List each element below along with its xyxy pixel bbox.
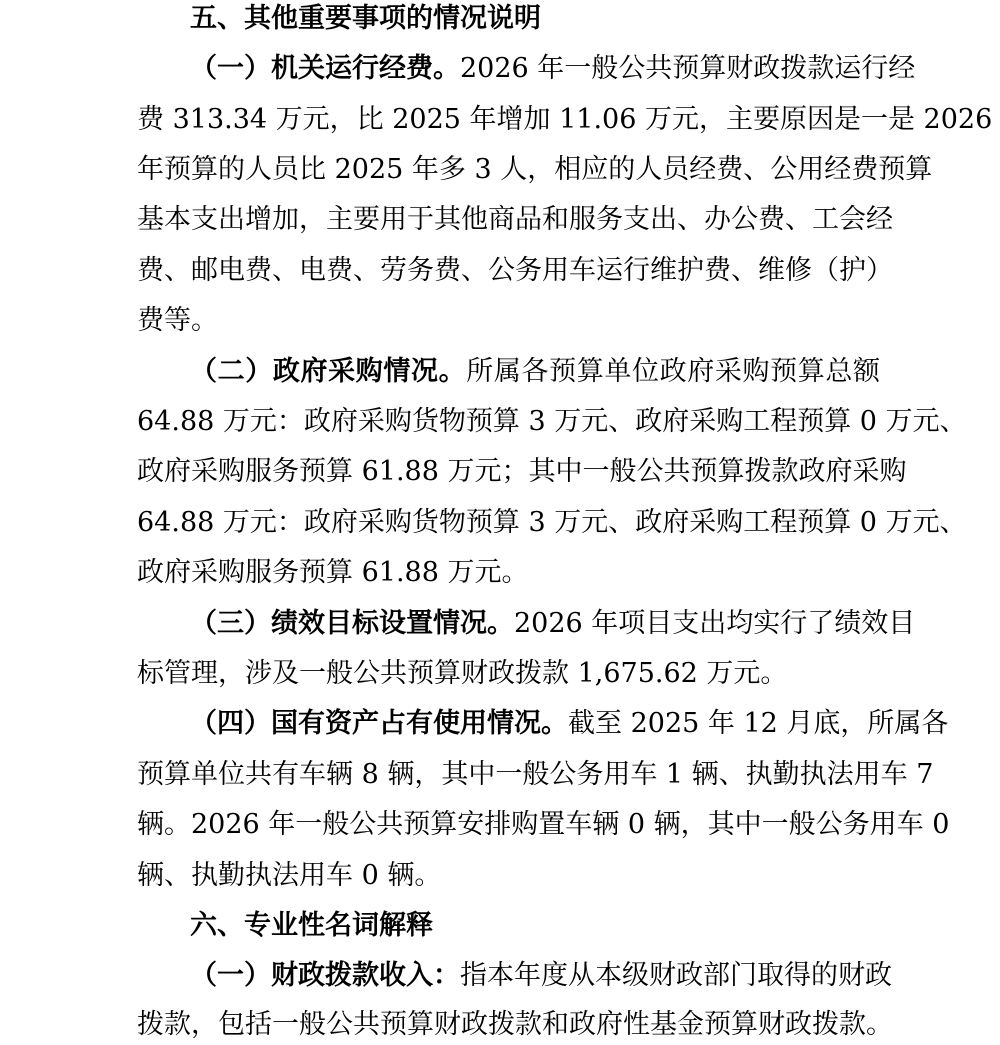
paragraph-line: 拨款，包括一般公共预算财政拨款和政府性基金预算财政拨款。 [137, 1009, 893, 1040]
subsection-label: （一）财政拨款收入： [190, 960, 460, 991]
paragraph-line: 费等。 [137, 305, 218, 336]
paragraph-line: 费、邮电费、电费、劳务费、公务用车运行维护费、维修（护） [137, 255, 893, 286]
section-heading-6: 六、专业性名词解释 [190, 910, 433, 941]
paragraph-line: 64.88 万元：政府采购货物预算 3 万元、政府采购工程预算 0 万元、 [137, 406, 967, 437]
paragraph-line: 标管理，涉及一般公共预算财政拨款 1,675.62 万元。 [137, 658, 788, 689]
paragraph-line: 辆、执勤执法用车 0 辆。 [137, 860, 442, 891]
subsection-label: （四）国有资产占有使用情况。 [190, 708, 568, 739]
paragraph-line: 基本支出增加，主要用于其他商品和服务支出、办公费、工会经 [137, 204, 893, 235]
paragraph-line: 64.88 万元：政府采购货物预算 3 万元、政府采购工程预算 0 万元、 [137, 507, 967, 538]
paragraph-line: 预算单位共有车辆 8 辆，其中一般公务用车 1 辆、执勤执法用车 7 [137, 759, 934, 790]
paragraph-line: 政府采购服务预算 61.88 万元。 [137, 557, 529, 588]
paragraph-line: （一）机关运行经费。2026 年一般公共预算财政拨款运行经 [190, 53, 916, 84]
paragraph-line: 费 313.34 万元，比 2025 年增加 11.06 万元，主要原因是一是 2026 [137, 104, 993, 135]
subsection-label: （三）绩效目标设置情况。 [190, 608, 514, 639]
paragraph-line: （三）绩效目标设置情况。2026 年项目支出均实行了绩效目 [190, 608, 916, 639]
paragraph-line: 年预算的人员比 2025 年多 3 人，相应的人员经费、公用经费预算 [137, 154, 933, 185]
paragraph-line: （四）国有资产占有使用情况。截至 2025 年 12 月底，所属各 [190, 708, 949, 739]
paragraph-line: 辆。2026 年一般公共预算安排购置车辆 0 辆，其中一般公务用车 0 [137, 809, 950, 840]
paragraph-line: （二）政府采购情况。所属各预算单位政府采购预算总额 [190, 356, 880, 387]
subsection-label: （二）政府采购情况。 [190, 356, 467, 387]
subsection-label: （一）机关运行经费。 [190, 53, 460, 84]
paragraph-line: （一）财政拨款收入：指本年度从本级财政部门取得的财政 [190, 960, 892, 991]
section-heading-5: 五、其他重要事项的情况说明 [190, 3, 541, 34]
paragraph-line: 政府采购服务预算 61.88 万元；其中一般公共预算拨款政府采购 [137, 456, 907, 487]
